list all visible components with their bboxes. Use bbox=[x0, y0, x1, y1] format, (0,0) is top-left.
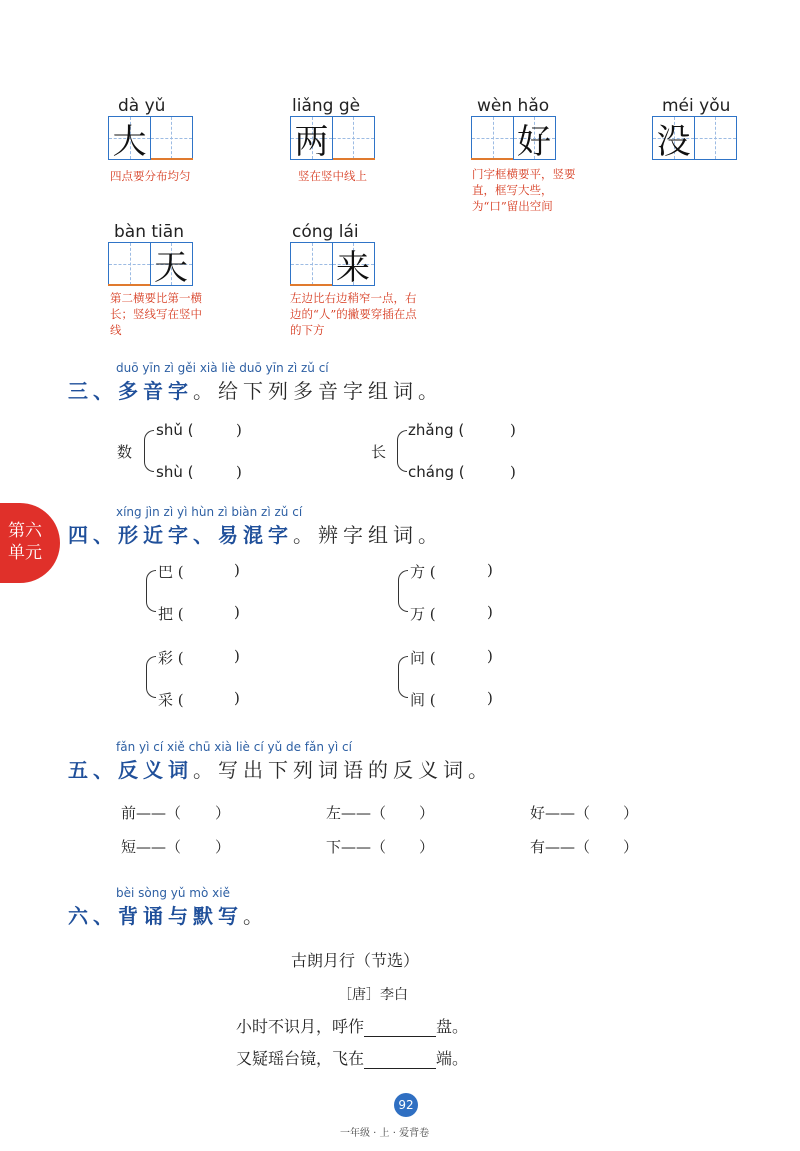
heading-text bbox=[68, 900, 268, 929]
close-paren: ) bbox=[510, 421, 516, 439]
heading-number: 六、 bbox=[68, 904, 118, 928]
reading: shù ( bbox=[156, 463, 194, 481]
close-paren: ) bbox=[487, 561, 493, 579]
poem-line bbox=[236, 1014, 468, 1037]
cell[interactable] bbox=[332, 116, 375, 160]
similar-char: 方 ( bbox=[410, 563, 436, 581]
close-paren: ） bbox=[215, 804, 231, 822]
fill-blank[interactable] bbox=[364, 1051, 436, 1069]
brace bbox=[398, 656, 408, 698]
heading-title: 背诵与默写 bbox=[118, 904, 243, 928]
badge-line: 单元 bbox=[8, 543, 42, 563]
reading: shǔ ( bbox=[156, 421, 194, 439]
cell-char: 来 bbox=[336, 247, 370, 288]
poem-text: 小时不识月，呼作 bbox=[236, 1017, 365, 1036]
close-paren: ) bbox=[510, 463, 516, 481]
fill-blank[interactable] bbox=[364, 1019, 436, 1037]
cell bbox=[332, 242, 375, 286]
close-paren: ) bbox=[234, 561, 240, 579]
similar-char: 间 ( bbox=[410, 691, 436, 709]
close-paren: ) bbox=[236, 421, 242, 439]
cell-char bbox=[472, 117, 513, 159]
unit-badge bbox=[0, 503, 60, 583]
similar-char: 万 ( bbox=[410, 605, 436, 623]
heading-pinyin: fǎn yì cí xiě chū xià liè cí yǔ de fǎn yì cí bbox=[116, 740, 352, 754]
cell bbox=[513, 116, 556, 160]
pinyin: bàn tiān bbox=[114, 222, 184, 242]
cell bbox=[652, 116, 695, 160]
pinyin: cóng lái bbox=[292, 222, 359, 242]
cell[interactable] bbox=[694, 116, 737, 160]
poem-line bbox=[236, 1046, 468, 1069]
brace bbox=[146, 570, 156, 612]
close-paren: ) bbox=[234, 689, 240, 707]
heading-instruction: 。 bbox=[243, 904, 268, 928]
cell[interactable] bbox=[290, 242, 333, 286]
close-paren: ） bbox=[419, 838, 435, 856]
writing-cells bbox=[652, 116, 737, 160]
pinyin: wèn hǎo bbox=[477, 96, 550, 116]
heading-instruction: 。给下列多音字组词。 bbox=[193, 379, 443, 403]
close-paren: ) bbox=[487, 689, 493, 707]
pinyin: liǎng gè bbox=[292, 96, 361, 116]
cell-char bbox=[151, 117, 192, 159]
poem-text: 端。 bbox=[436, 1049, 469, 1068]
heading-instruction: 。写出下列词语的反义词。 bbox=[193, 758, 493, 782]
similar-char: 问 ( bbox=[410, 649, 436, 667]
heading-number: 三、 bbox=[68, 379, 118, 403]
pinyin: méi yǒu bbox=[662, 96, 731, 116]
brace bbox=[146, 656, 156, 698]
page-number: 92 bbox=[394, 1093, 418, 1117]
cell bbox=[290, 116, 333, 160]
writing-cells bbox=[290, 242, 375, 286]
cell-char: 好 bbox=[517, 121, 551, 162]
polyphone-char: 数 bbox=[117, 443, 133, 461]
close-paren: ) bbox=[234, 603, 240, 621]
cell-char: 两 bbox=[294, 121, 329, 162]
brace bbox=[397, 430, 407, 472]
antonym-item: 有——（ bbox=[530, 838, 591, 856]
similar-char: 采 ( bbox=[158, 691, 184, 709]
pinyin: dà yǔ bbox=[118, 96, 166, 116]
cell-char bbox=[695, 117, 736, 159]
heading-text bbox=[68, 754, 493, 783]
heading-instruction: 。辨字组词。 bbox=[293, 523, 443, 547]
writing-cells bbox=[471, 116, 556, 160]
antonym-item: 短——（ bbox=[121, 838, 182, 856]
similar-char: 彩 ( bbox=[158, 649, 184, 667]
badge-line: 第六 bbox=[8, 521, 42, 541]
brace bbox=[398, 570, 408, 612]
antonym-item: 左——（ bbox=[326, 804, 387, 822]
similar-char: 巴 ( bbox=[158, 563, 184, 581]
close-paren: ) bbox=[234, 647, 240, 665]
cell[interactable] bbox=[150, 116, 193, 160]
heading-pinyin: duō yīn zì gěi xià liè duō yīn zì zǔ cí bbox=[116, 361, 329, 375]
brace bbox=[144, 430, 154, 472]
writing-tip: 第二横要比第一横长；竖线写在竖中线 bbox=[110, 291, 202, 337]
cell[interactable] bbox=[108, 242, 151, 286]
writing-cells bbox=[290, 116, 375, 160]
heading-text bbox=[68, 519, 443, 548]
antonym-item: 前——（ bbox=[121, 804, 182, 822]
writing-tip: 竖在竖中线上 bbox=[298, 169, 367, 183]
polyphone-char: 长 bbox=[371, 443, 387, 461]
heading-number: 五、 bbox=[68, 758, 118, 782]
cell-char bbox=[291, 243, 332, 285]
close-paren: ） bbox=[215, 838, 231, 856]
writing-tip: 四点要分布均匀 bbox=[110, 169, 191, 183]
writing-cells bbox=[108, 242, 193, 286]
close-paren: ) bbox=[487, 647, 493, 665]
cell-char bbox=[109, 243, 150, 285]
heading-text bbox=[68, 375, 443, 404]
cell-char: 天 bbox=[154, 247, 188, 288]
close-paren: ) bbox=[236, 463, 242, 481]
heading-pinyin: xíng jìn zì yì hùn zì biàn zì zǔ cí bbox=[116, 505, 303, 519]
heading-title: 形近字、易混字 bbox=[118, 523, 293, 547]
poem-text: 盘。 bbox=[436, 1017, 469, 1036]
cell-char bbox=[333, 117, 374, 159]
close-paren: ） bbox=[623, 804, 639, 822]
reading: cháng ( bbox=[408, 463, 465, 481]
heading-pinyin: bèi sòng yǔ mò xiě bbox=[116, 886, 230, 900]
cell bbox=[108, 116, 151, 160]
poem-text: 又疑瑶台镜，飞在 bbox=[236, 1049, 365, 1068]
heading-title: 反义词 bbox=[118, 758, 193, 782]
footer-text: 一年级 · 上 · 爱背卷 bbox=[340, 1128, 430, 1139]
poem-author: ［唐］李白 bbox=[338, 987, 408, 1003]
similar-char: 把 ( bbox=[158, 605, 184, 623]
close-paren: ） bbox=[623, 838, 639, 856]
cell bbox=[150, 242, 193, 286]
heading-title: 多音字 bbox=[118, 379, 193, 403]
writing-tip: 门字框横要平，竖要直，框写大些，为“口”留出空间 bbox=[472, 167, 576, 213]
close-paren: ） bbox=[419, 804, 435, 822]
antonym-item: 下——（ bbox=[326, 838, 387, 856]
cell[interactable] bbox=[471, 116, 514, 160]
poem-title: 古朗月行（节选） bbox=[291, 951, 420, 970]
cell-char: 没 bbox=[656, 121, 691, 162]
reading: zhǎng ( bbox=[408, 421, 465, 439]
cell-char: 大 bbox=[112, 121, 147, 162]
heading-number: 四、 bbox=[68, 523, 118, 547]
writing-tip: 左边比右边稍窄一点，右边的“人”的撇要穿插在点的下方 bbox=[290, 291, 417, 337]
antonym-item: 好——（ bbox=[530, 804, 591, 822]
close-paren: ) bbox=[487, 603, 493, 621]
writing-cells bbox=[108, 116, 193, 160]
